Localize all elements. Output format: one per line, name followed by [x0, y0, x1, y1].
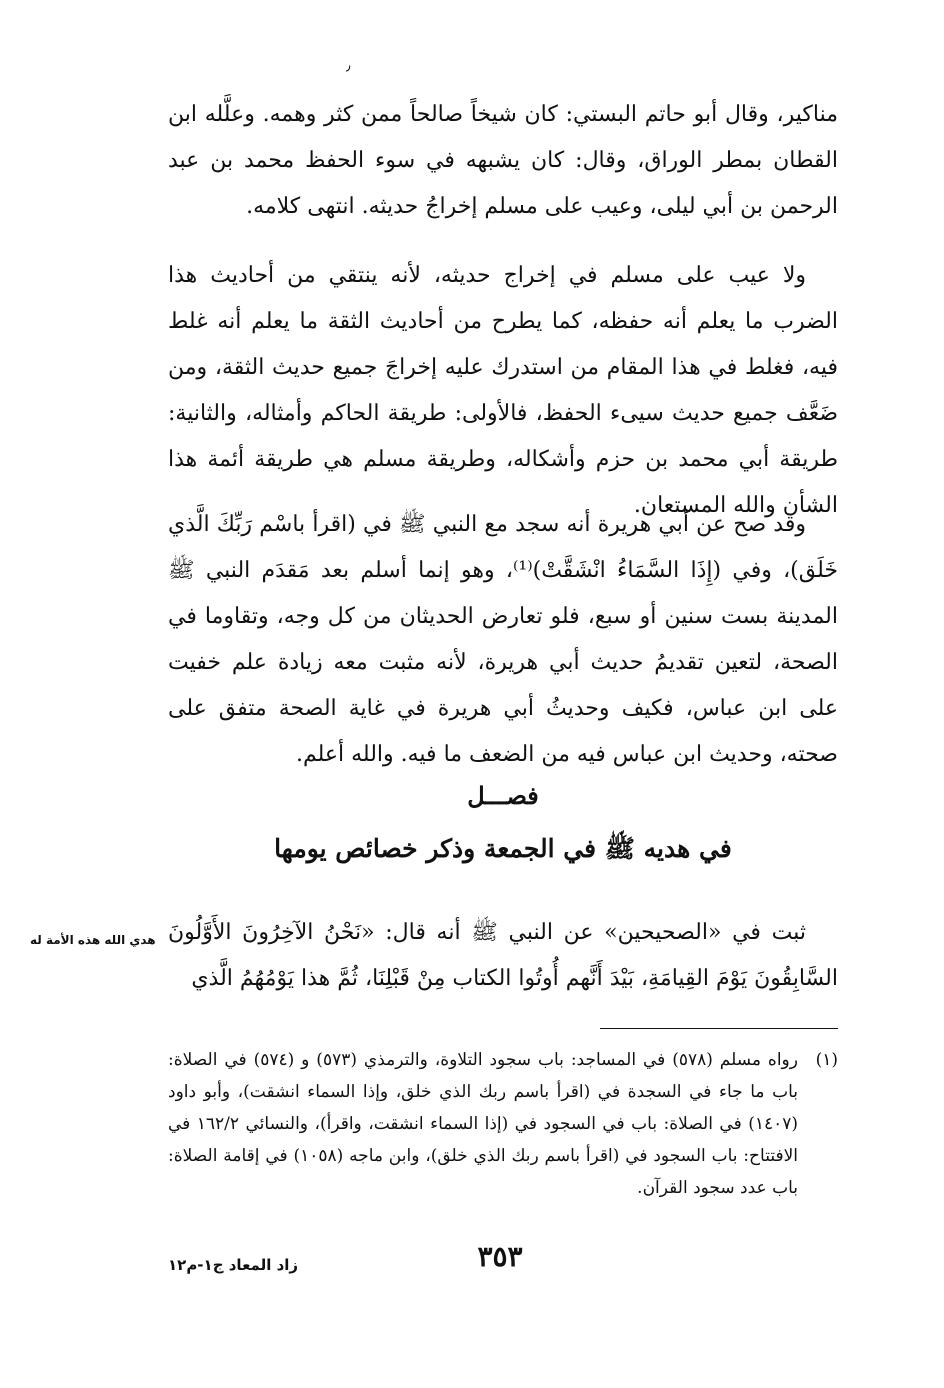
- paragraph-2-text: ولا عيب على مسلم في إخراج حديثه، لأنه ينتقي من أحاديث هذا الضرب ما يعلم أنه حفظه، كما يطرح من أحاديث الثقة ما يعلم أنه غلط فيه، فغلط في هذا المقام من استدرك عليه إخراجَ جميع حديث الثقة، ومن ضَعَّف جميع حديث سيىء الحفظ، فالأولى: طريقة الحاكم وأمثاله، والثانية: طريقة أبي محمد بن حزم وأشكاله، وطريقة مسلم هي طريقة أئمة هذا الشأن والله المستعان.: [168, 263, 838, 518]
- paragraph-2: [168, 253, 838, 529]
- section-heading: في هديه ﷺ في الجمعة وذكر خصائص يومها: [274, 834, 732, 863]
- paragraph-4-text: ثبت في «الصحيحين» عن النبي ﷺ أنه قال: «نَحْنُ الآخِرُونَ الأَوَّلُونَ السَّابِقُونَ يَوْمَ القِيامَةِ، بَيْدَ أَنَّهم أُوتُوا الكتاب مِنْ قَبْلِنَا، ثُمَّ هذا يَوْمُهُمُ الَّذي: [168, 920, 838, 991]
- footnote: [168, 1044, 838, 1204]
- footnote-number: (١): [815, 1050, 838, 1070]
- top-mark: ٫: [346, 58, 351, 74]
- book-signature: زاد المعاد ج١-م١٢: [168, 1256, 299, 1274]
- page-number: ٣٥٣: [477, 1240, 523, 1273]
- paragraph-3: [168, 502, 838, 778]
- paragraph-4: [168, 910, 838, 1002]
- footnote-text: رواه مسلم (٥٧٨) في المساجد: باب سجود التلاوة، والترمذي (٥٧٣) و (٥٧٤) في الصلاة: باب ما جاء في السجدة في (اقرأ باسم ربك الذي خلق، وإذا السماء انشقت)، وأبو داود (١٤٠٧) في الصلاة: باب في السجود في (إذا السماء انشقت، واقرأ)، والنسائي ١٦٢/٢ في الافتتاح: باب السجود في (اقرأ باسم ربك الذي خلق)، وابن ماجه (١٠٥٨) في إقامة الصلاة: باب عدد سجود القرآن.: [168, 1050, 798, 1198]
- section-label: فصـــل: [467, 781, 539, 810]
- margin-note: هدي الله هذه الأمة له: [30, 933, 156, 947]
- paragraph-1-text: مناكير، وقال أبو حاتم البستي: كان شيخاً صالحاً ممن كثر وهمه. وعلَّله ابن القطان بمطر الوراق، وقال: كان يشبهه في سوء الحفظ محمد بن عبد الرحمن بن أبي ليلى، وعيب على مسلم إخراجُ حديثه. انتهى كلامه.: [168, 102, 838, 219]
- footnote-separator: [600, 1028, 838, 1029]
- paragraph-3-text: وقد صح عن أبي هريرة أنه سجد مع النبي ﷺ في (اقرأ باسْم رَبِّكَ الَّذي خَلَق)، وفي (إِذَا السَّمَاءُ انْشَقَّتْ)⁽¹⁾، وهو إنما أسلم بعد مَقدَم النبي ﷺ المدينة بست سنين أو سبع، فلو تعارض الحديثان من كل وجه، وتقاوما في الصحة، لتعين تقديمُ حديث أبي هريرة، لأنه مثبت معه زيادة علم خفيت على ابن عباس، فكيف وحديثُ أبي هريرة في غاية الصحة متفق على صحته، وحديث ابن عباس فيه من الضعف ما فيه. والله أعلم.: [168, 512, 838, 767]
- paragraph-1: [168, 92, 838, 230]
